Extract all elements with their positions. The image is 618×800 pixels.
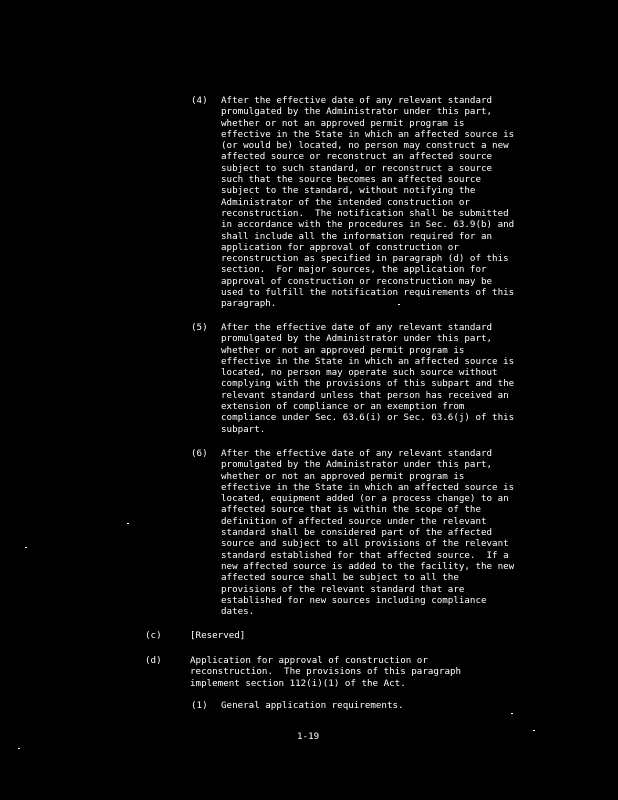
text-line: source and subject to all provisions of the relevant (221, 538, 509, 550)
text-line: whether or not an approved permit program is (221, 344, 465, 356)
text-line: approval of construction or reconstruction may be (221, 275, 493, 287)
scan-speck (25, 547, 27, 548)
paragraph-c (145, 630, 245, 641)
text-line: After the effective date of any relevant standard (221, 322, 493, 333)
text-line: section. For major sources, the application for (221, 264, 487, 276)
text-line: subject to such standard, or reconstruct a source (221, 162, 493, 174)
paragraph-number: (5) (191, 322, 208, 333)
text-line: promulgated by the Administrator under this part, (221, 106, 493, 118)
paragraph-d-1 (191, 700, 404, 711)
text-line: provisions of the relevant standard that are (221, 583, 465, 595)
text-line: such that the source becomes an affected source (221, 174, 481, 186)
scan-speck (398, 304, 400, 305)
text-line: shall include all the information required for an (221, 230, 493, 242)
text-line: in accordance with the procedures in Sec. 63.9(b) and (221, 219, 515, 231)
text-line: dates. (221, 606, 255, 618)
text-line: paragraph. (221, 298, 277, 310)
text-line: After the effective date of any relevant standard (221, 448, 493, 459)
paragraph-text (221, 700, 404, 711)
paragraph-text (221, 95, 514, 310)
paragraph-number: (c) (145, 630, 162, 641)
paragraph-6 (191, 448, 514, 617)
text-line: definition of affected source under the relevant (221, 515, 487, 527)
text-line: reconstruction as specified in paragraph (d) of this (221, 253, 509, 265)
scan-speck (127, 523, 129, 524)
text-line: promulgated by the Administrator under this part, (221, 333, 493, 345)
text-line: new affected source is added to the facility, the new (221, 560, 515, 572)
scan-speck (18, 748, 20, 749)
paragraph-number: (6) (191, 448, 208, 459)
paragraph-4 (191, 95, 514, 310)
text-line: (or would be) located, no person may construct a new (221, 140, 509, 152)
text-line: affected source shall be subject to all the (221, 572, 459, 584)
text-line: [Reserved] (190, 630, 246, 641)
paragraph-number: (1) (191, 700, 208, 711)
text-line: relevant standard unless that person has received an (221, 389, 509, 401)
paragraph-5 (191, 322, 514, 435)
text-line: subject to the standard, without notifying the (221, 185, 476, 197)
paragraph-d (145, 655, 461, 689)
text-line: used to fulfill the notification requirements of this (221, 287, 515, 299)
scan-speck (511, 713, 513, 714)
text-line: located, no person may operate such source without (221, 367, 498, 379)
text-line: subpart. (221, 423, 266, 435)
text-line: standard shall be considered part of the affected (221, 527, 493, 539)
text-line: reconstruction. The provisions of this paragraph (190, 666, 462, 678)
text-line: After the effective date of any relevant standard (221, 95, 493, 106)
scan-speck (533, 730, 535, 731)
text-line: affected source that is within the scope of the (221, 504, 481, 516)
text-line: established for new sources including compliance (221, 594, 487, 606)
text-line: affected source or reconstruct an affected source (221, 151, 493, 163)
text-line: standard established for that affected source. If a (221, 549, 509, 561)
text-line: Administrator of the intended construction or (221, 196, 470, 208)
text-line: effective in the State in which an affected source is (221, 355, 515, 367)
paragraph-number: (d) (145, 655, 162, 666)
page-number (297, 731, 319, 742)
text-line: located, equipment added (or a process change) to an (221, 493, 509, 505)
paragraph-text (190, 655, 461, 689)
paragraph-text (221, 448, 514, 617)
text-line: reconstruction. The notification shall be submitted (221, 207, 509, 219)
text-line: implement section 112(i)(1) of the Act. (190, 677, 406, 689)
text-line: promulgated by the Administrator under this part, (221, 459, 493, 471)
text-line: compliance under Sec. 63.6(i) or Sec. 63.6(j) of this (221, 412, 515, 424)
text-line: effective in the State in which an affected source is (221, 128, 515, 140)
text-line: effective in the State in which an affected source is (221, 481, 515, 493)
paragraph-text (190, 630, 245, 641)
page-number-text: 1-19 (297, 731, 320, 742)
text-line: whether or not an approved permit program is (221, 470, 465, 482)
text-line: whether or not an approved permit program is (221, 117, 465, 129)
text-line: complying with the provisions of this subpart and the (221, 378, 515, 390)
text-line: General application requirements. (221, 700, 404, 711)
text-line: application for approval of construction or (221, 241, 459, 253)
paragraph-text (221, 322, 514, 435)
text-line: Application for approval of construction or (190, 655, 428, 666)
text-line: extension of compliance or an exemption from (221, 401, 465, 413)
paragraph-number: (4) (191, 95, 208, 106)
